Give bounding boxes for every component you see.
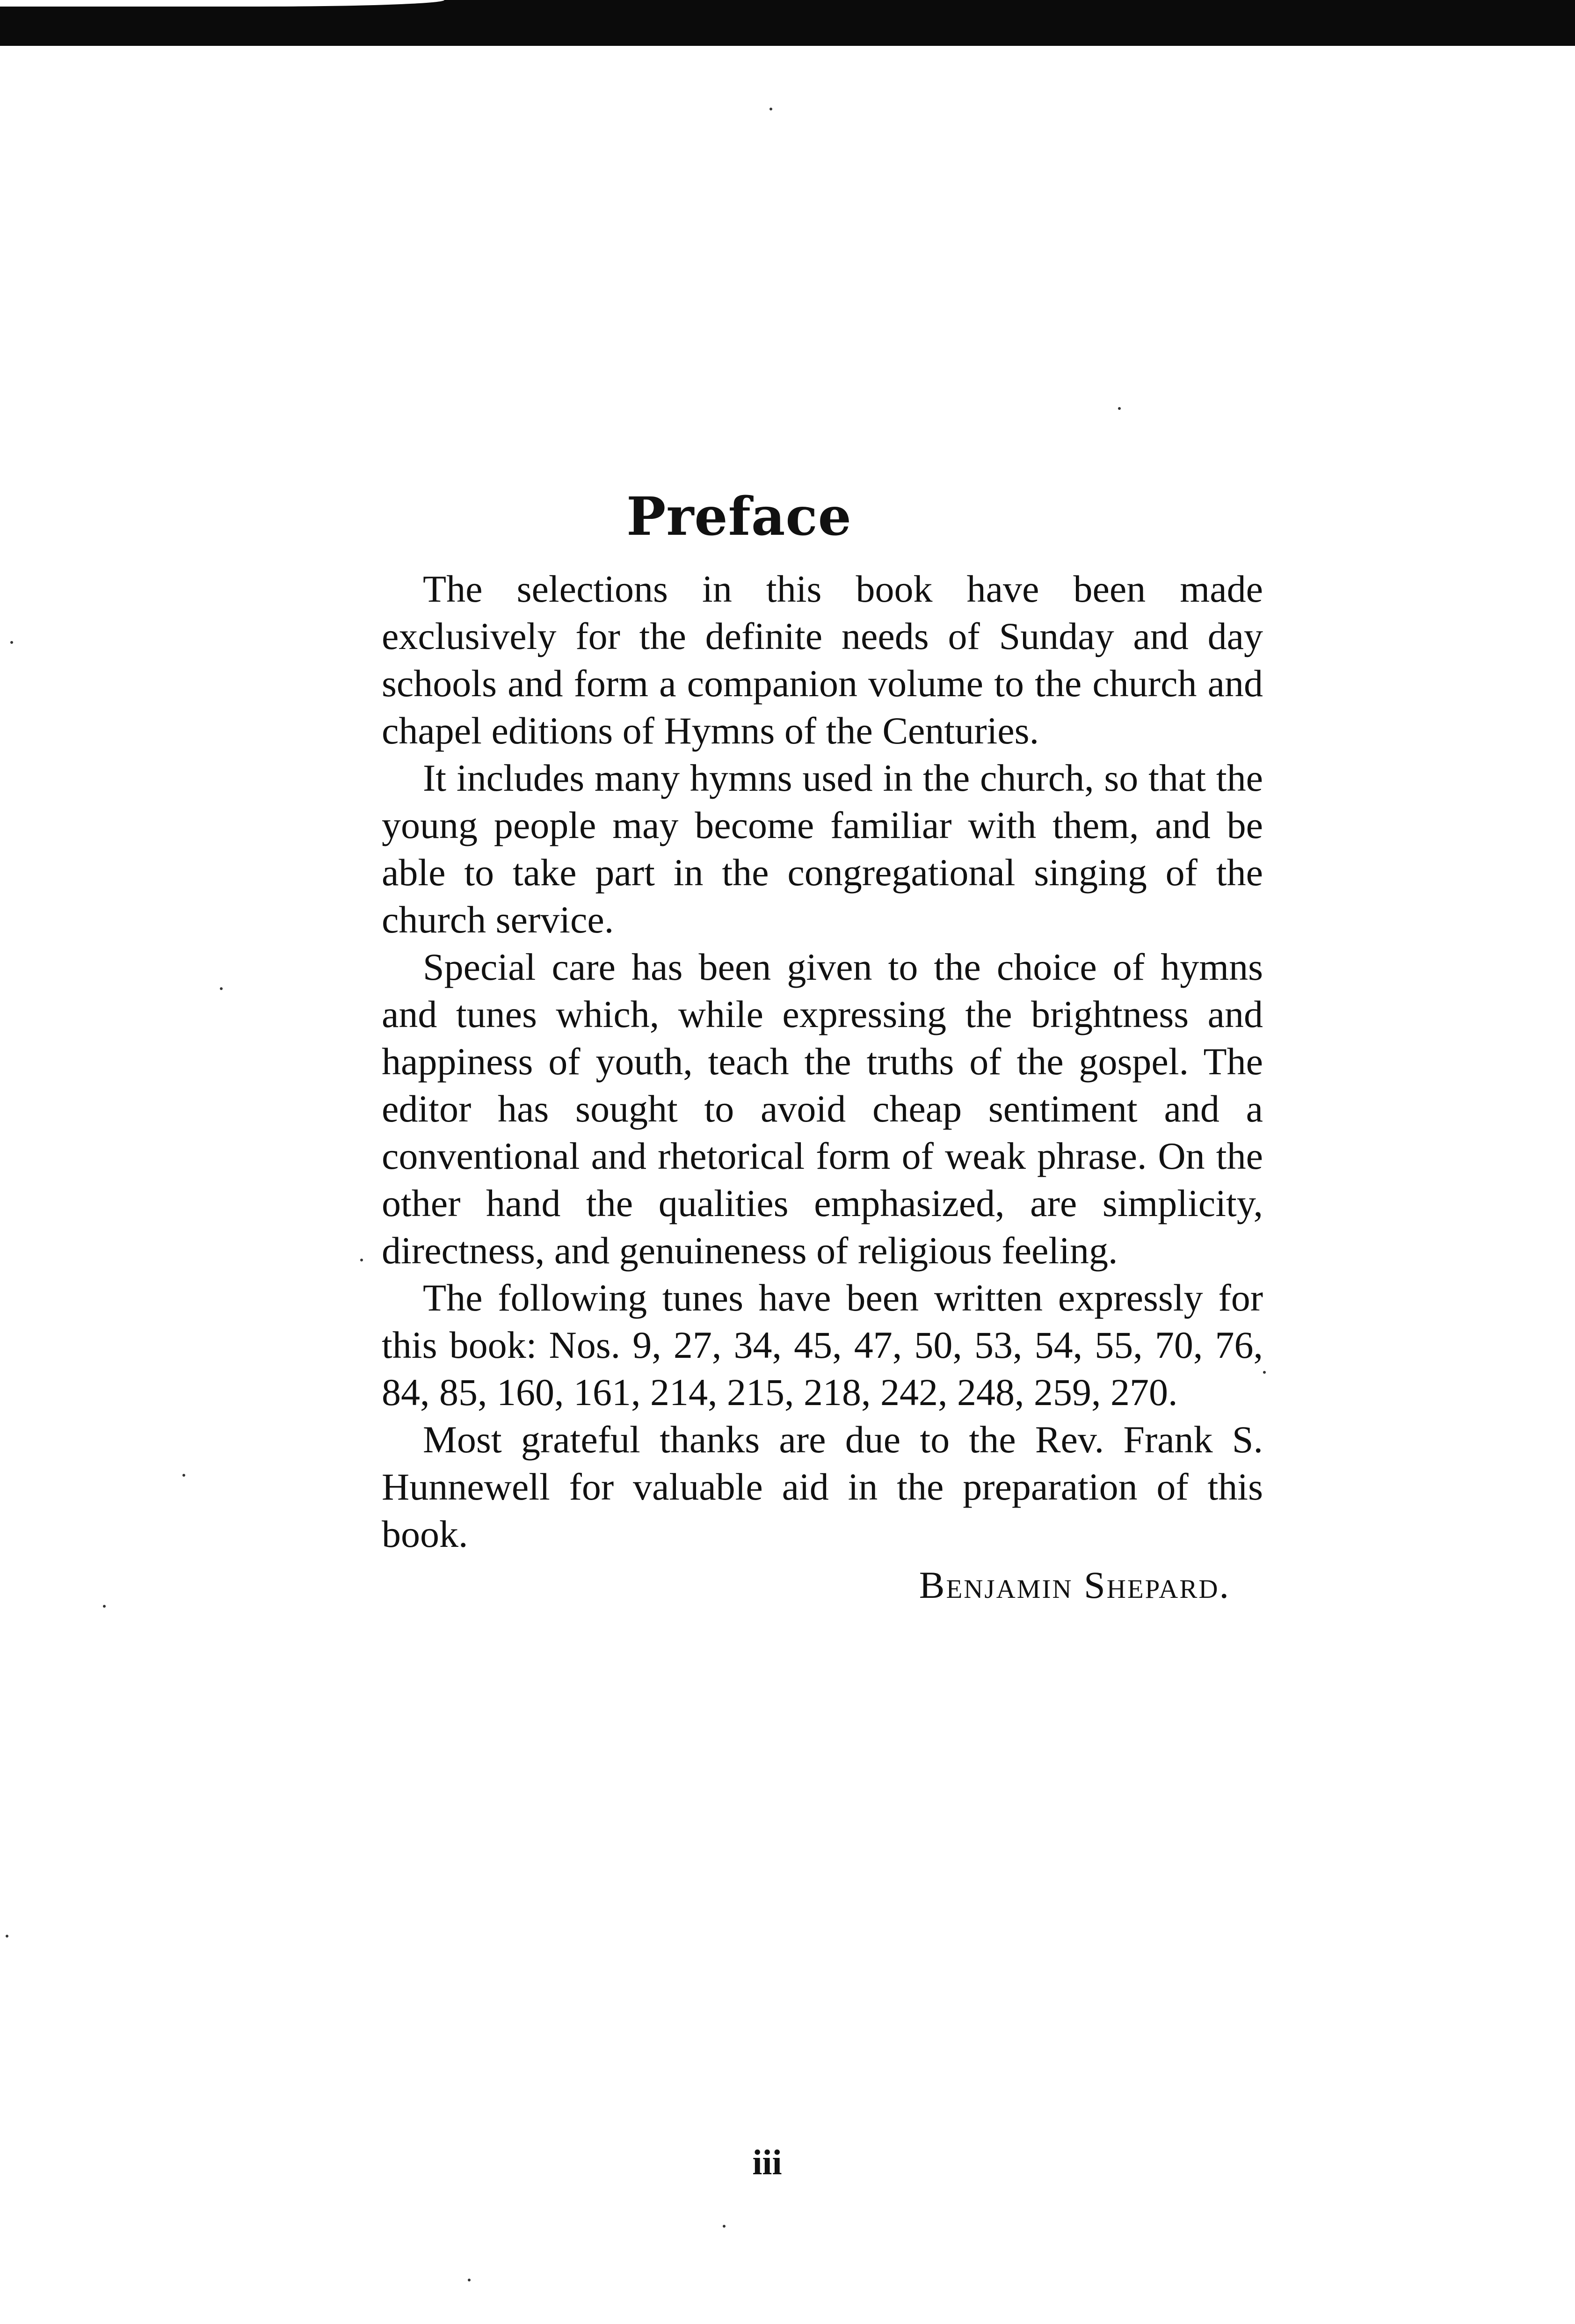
dust-speck: [769, 108, 772, 110]
dust-speck: [723, 2225, 726, 2228]
dust-speck: [182, 1474, 185, 1477]
dust-speck: [360, 1259, 363, 1261]
dust-speck: [468, 2279, 471, 2281]
preface-body: [382, 565, 1263, 1609]
page-number: iii: [752, 2143, 782, 2182]
paragraph-1: The selections in this book have been made exclusively for the definite needs of Sunday and day schools and form a companion volume to the church and chapel editions of Hymns of the Centuries.: [382, 568, 1263, 752]
author-signature: Benjamin Shepard.: [919, 1564, 1230, 1606]
dust-speck: [10, 641, 13, 644]
paragraph-5: Most grateful thanks are due to the Rev. Frank S. Hunnewell for valuable aid in the preparation of this book.: [382, 1418, 1263, 1555]
paragraph-2: It includes many hymns used in the church, so that the young people may become familiar with them, and be able to take part in the congregational singing of the church service.: [382, 757, 1263, 941]
top-border-rule: [0, 0, 1575, 46]
dust-speck: [220, 987, 223, 990]
top-border-notch: [0, 0, 444, 7]
dust-speck: [103, 1605, 106, 1608]
paragraph-4: The following tunes have been written expressly for this book: Nos. 9, 27, 34, 45, 47, 50, 53, 54, 55, 70, 76, 84, 85, 160, 161, 214, 215, 218, 242, 248, 259, 270.: [382, 1276, 1263, 1413]
dust-speck: [1118, 407, 1121, 410]
paragraph-3: Special care has been given to the choice of hymns and tunes which, while expressing the brightness and happiness of youth, teach the truths of the gospel. The editor has sought to avoid cheap sentiment and a conventional and rhetorical form of weak phrase. On the other hand the qualities emphasized, are simplicity, directness, and genuineness of religious feeling.: [382, 946, 1263, 1272]
page-title: Preface: [626, 486, 852, 547]
dust-speck: [1263, 1371, 1266, 1374]
dust-speck: [6, 1935, 8, 1938]
